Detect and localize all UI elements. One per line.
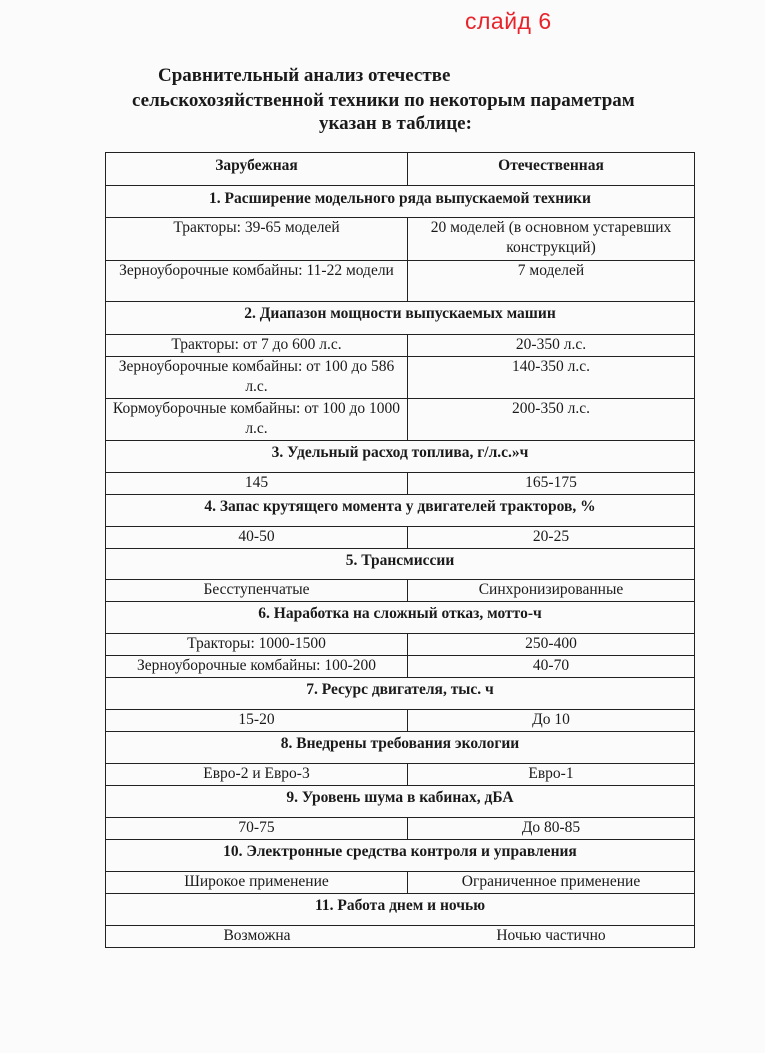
section-title: 5. Трансмиссии [345,552,455,569]
domestic-value: До 80-85 [521,819,581,836]
foreign-value: Широкое применение [106,872,408,893]
table-row [106,527,694,549]
foreign-value: 70-75 [106,818,408,839]
foreign-value: Бесступенчатые [106,580,408,601]
foreign-value: 15-20 [106,710,408,731]
foreign-value: Тракторы: 1000-1500 [106,634,408,655]
section-title: 9. Уровень шума в кабинах, дБА [286,789,514,806]
domestic-value: Евро-1 [528,765,574,782]
table-row [106,656,694,678]
foreign-value: Зерноуборочные комбайны: 11-22 модели [106,261,408,301]
slide-number-label: слайд 6 [465,8,552,34]
title-line-2: сельскохозяйственной техники по некоторым параметрам [132,90,635,111]
foreign-value: 145 [106,473,408,494]
domestic-value: 40-70 [532,657,570,674]
foreign-value: Зерноуборочные комбайны: от 100 до 586 л.с. [106,357,408,398]
foreign-value: Евро-2 и Евро-3 [106,764,408,785]
comparison-table [105,152,695,948]
domestic-value: 20-25 [532,528,570,545]
foreign-value: Тракторы: 39-65 моделей [106,218,408,260]
section-title-row [106,495,694,527]
domestic-value: 200-350 л.с. [512,400,590,417]
foreign-value: 40-50 [106,527,408,548]
domestic-value: 140-350 л.с. [512,358,590,375]
table-row [106,818,694,840]
domestic-value: 20-350 л.с. [515,336,587,353]
domestic-value: Ночью частично [496,927,606,944]
section-title-row [106,186,694,218]
section-title: 6. Наработка на сложный отказ, мотто-ч [258,605,542,622]
header-foreign: Зарубежная [106,153,408,185]
section-title-row [106,549,694,580]
table-row [106,710,694,732]
section-title-row [106,302,694,335]
table-row [106,473,694,495]
section-title: 11. Работа днем и ночью [314,897,486,914]
title-line-3: указан в таблице: [319,113,472,134]
section-title-row [106,840,694,872]
table-row [106,399,694,441]
section-title: 8. Внедрены требования экологии [280,735,520,752]
table-row [106,634,694,656]
section-title-row [106,602,694,634]
table-row [106,764,694,786]
table-row [106,926,694,948]
domestic-value: Синхронизированные [478,581,624,598]
section-title-row [106,786,694,818]
table-row [106,580,694,602]
domestic-value: Ограниченное применение [461,873,641,890]
section-title: 3. Удельный расход топлива, г/л.с.»ч [271,444,529,461]
title-line-1: Сравнительный анализ отечестве [158,65,451,86]
domestic-value: 20 моделей (в основном устаревших конструкций) [430,219,672,256]
table-row [106,261,694,302]
table-row [106,335,694,357]
header-domestic: Отечественная [498,157,604,174]
table-row [106,872,694,894]
section-title-row [106,894,694,926]
foreign-value: Возможна [223,927,291,944]
domestic-value: 7 моделей [517,262,585,279]
table-header-row [106,153,694,186]
foreign-value: Тракторы: от 7 до 600 л.с. [106,335,408,356]
table-row [106,218,694,261]
section-title: 7. Ресурс двигателя, тыс. ч [306,681,494,698]
section-title-row [106,678,694,710]
section-title-row [106,441,694,473]
section-title: 2. Диапазон мощности выпускаемых машин [244,305,556,322]
table-row [106,357,694,399]
domestic-value: 165-175 [525,474,577,491]
foreign-value: Зерноуборочные комбайны: 100-200 [106,656,408,677]
domestic-value: 250-400 [525,635,577,652]
section-title: 4. Запас крутящего момента у двигателей тракторов, % [204,498,596,515]
foreign-value: Кормоуборочные комбайны: от 100 до 1000 л.с. [106,399,408,440]
domestic-value: До 10 [532,711,570,728]
section-title-row [106,732,694,764]
section-title: 10. Электронные средства контроля и управления [223,843,577,860]
section-title: 1. Расширение модельного ряда выпускаемой техники [209,190,591,207]
